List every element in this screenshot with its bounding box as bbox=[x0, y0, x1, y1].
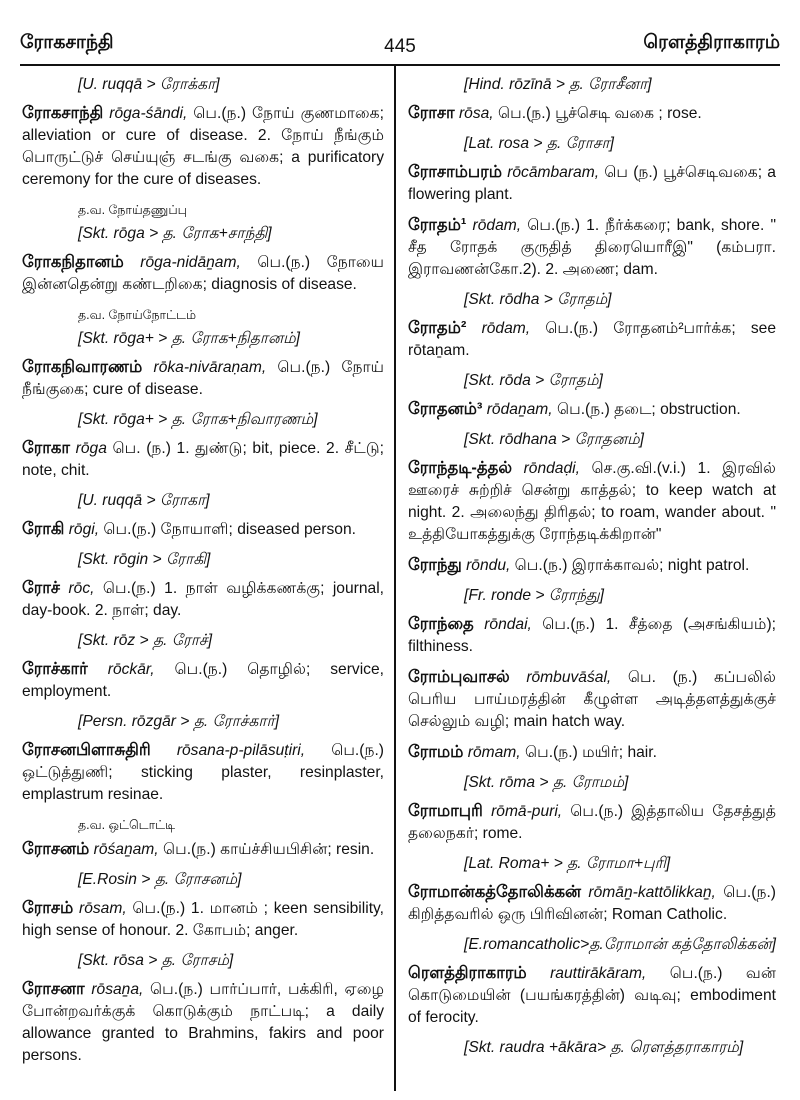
transliteration: rōsana-p-pilāsuṭiri, bbox=[176, 742, 306, 759]
etymology-source: [Skt. rōdha > ரோதம்] bbox=[464, 291, 612, 308]
tamil-equivalent: த.வ. நோய்நோட்டம் bbox=[78, 308, 197, 322]
definition: பெ (ந.) பூச்செடிவகை; a flowering plant. bbox=[408, 164, 776, 203]
dictionary-entry bbox=[408, 613, 776, 658]
dictionary-entry bbox=[408, 214, 776, 281]
dictionary-entry bbox=[408, 398, 776, 421]
definition: பெ.(ந.) 1. மானம் ; keen sensibility, high sense of honour. 2. கோபம்; anger. bbox=[22, 900, 385, 939]
dictionary-entry bbox=[22, 658, 384, 703]
headword: ரோகசாந்தி bbox=[22, 104, 104, 122]
column-divider bbox=[394, 66, 396, 1091]
dictionary-entry bbox=[22, 251, 384, 296]
definition: பெ.(ந.) நோய் குணமாகை; alleviation or cure of disease. 2. நோய் நீங்கும் பொருட்டுச் செய்யுஞ் சடங்கு வகை; a purificatory ceremony for the cure of diseases. bbox=[22, 105, 384, 188]
etymology-source: [Skt. rōma > த. ரோமம்] bbox=[464, 774, 629, 791]
definition: பெ.(ந.) வன் கொடுமையின் (பயங்கரத்தின்) வடிவு; embodiment of ferocity. bbox=[408, 965, 776, 1026]
transliteration: rōc, bbox=[68, 580, 95, 597]
etymology-source: [Lat. rosa > த. ரோசா] bbox=[464, 135, 614, 152]
headword: ரோம்புவாசல் bbox=[408, 668, 510, 686]
header-left-guide-word: ரோகசாந்தி bbox=[20, 32, 114, 53]
headword: ரோசனா bbox=[22, 980, 85, 998]
definition: பெ.(ந.) 1. நீர்க்கரை; bank, shore. " சீத ரோதக் குருதித் திரையொரீஇ" (கம்பரா. இராவணன்கோ.2). 2. அணை; dam. bbox=[408, 217, 776, 278]
definition: பெ.(ந.) காய்ச்சியபிசின்; resin. bbox=[162, 841, 375, 858]
definition: பெ.(ந.) 1. நாள் வழிக்கணக்கு; journal, day-book. 2. நாள்; day. bbox=[22, 580, 384, 619]
transliteration: rōndu, bbox=[466, 557, 511, 574]
headword: ரோந்து bbox=[408, 556, 462, 574]
definition: பெ.(ந.) தொழில்; service, employment. bbox=[22, 661, 384, 700]
headword: ரோமாபுரி bbox=[408, 802, 483, 820]
transliteration: rōckār, bbox=[107, 661, 155, 678]
transliteration: rōmāṉ-kattōlikkaṉ, bbox=[588, 884, 716, 901]
etymology-source: [Skt. rōz > த. ரோச்] bbox=[78, 632, 213, 649]
transliteration: rōśaṉam, bbox=[93, 841, 159, 858]
definition: பெ.(ந.) பார்ப்பார், பக்கிரி, ஏழை போன்றவர்க்குக் கொடுக்கும் நாட்படி; a daily allowance granted to Brahmins, fakirs and poor persons. bbox=[22, 981, 384, 1064]
dictionary-entry bbox=[408, 741, 776, 764]
transliteration: rōcāmbaram, bbox=[507, 164, 600, 181]
transliteration: rōndai, bbox=[484, 616, 532, 633]
etymology-source: [Persn. rōzgār > த. ரோச்கார்] bbox=[78, 713, 280, 730]
headword: ரோசாம்பரம் bbox=[408, 163, 502, 181]
etymology-source: [Skt. rōda > ரோதம்] bbox=[464, 372, 603, 389]
etymology-source: [U. ruqqā > ரோக்கா] bbox=[78, 76, 220, 93]
header-rule bbox=[20, 64, 780, 66]
transliteration: rōgi, bbox=[68, 521, 100, 538]
transliteration: rōdaṉam, bbox=[486, 401, 553, 418]
dictionary-entry bbox=[408, 800, 776, 845]
headword: ரோச் bbox=[22, 579, 60, 597]
headword: ரோதம்¹ bbox=[408, 216, 467, 234]
page-number: 445 bbox=[384, 36, 416, 57]
etymology-source: [Skt. rōga > த. ரோக+சாந்தி] bbox=[78, 225, 272, 242]
headword: ரோந்தை bbox=[408, 615, 474, 633]
headword: ரௌத்திராகாரம் bbox=[408, 964, 527, 982]
dictionary-entry bbox=[408, 102, 776, 125]
definition: செ.கு.வி.(v.i.) 1. இரவில் ஊரைச் சுற்றிச் சென்று காத்தல்; to keep watch at night. 2. அலைந்து திரிதல்; to roam, wander about. " உத்தியோகத்துக்கு ரோந்தடிக்கிறான்" bbox=[408, 460, 777, 543]
right-column bbox=[408, 74, 776, 1065]
transliteration: rōsa, bbox=[458, 105, 494, 122]
dictionary-entry bbox=[22, 518, 384, 541]
definition: பெ.(ந.) நோய் நீங்குகை; cure of disease. bbox=[22, 359, 384, 398]
transliteration: rōga bbox=[75, 440, 107, 457]
transliteration: rōdam, bbox=[481, 320, 531, 337]
etymology-source: [U. ruqqā > ரோகா] bbox=[78, 492, 210, 509]
header-right-guide-word: ரௌத்திராகாரம் bbox=[643, 32, 780, 53]
dictionary-entry bbox=[408, 962, 776, 1029]
dictionary-entry bbox=[408, 457, 776, 546]
transliteration: rōga-nidāṉam, bbox=[140, 254, 241, 271]
definition: பெ.(ந.) ரோதனம்²பார்க்க; see rōtaṉam. bbox=[408, 320, 777, 359]
etymology-source: [Skt. rōga+ > த. ரோக+நிவாரணம்] bbox=[78, 411, 318, 428]
headword: ரோதம்² bbox=[408, 319, 467, 337]
headword: ரோகநிவாரணம் bbox=[22, 358, 143, 376]
dictionary-entry bbox=[22, 838, 384, 861]
transliteration: rōndaḍi, bbox=[523, 460, 580, 477]
definition: பெ.(ந.) தடை; obstruction. bbox=[556, 401, 741, 418]
transliteration: rōsam, bbox=[79, 900, 127, 917]
headword: ரோசனம் bbox=[22, 840, 90, 858]
etymology-source: [Fr. ronde > ரோந்து] bbox=[464, 587, 604, 604]
dictionary-entry bbox=[22, 437, 384, 482]
definition: பெ. (ந.) கப்பலில் பெரிய பாய்மரத்தின் கீழுள்ள அடித்தளத்துக்குச் செல்லும் வழி; main hatch way. bbox=[408, 669, 776, 730]
etymology-source: [Skt. rōsa > த. ரோசம்] bbox=[78, 952, 234, 969]
headword: ரோமான்கத்தோலிக்கன் bbox=[408, 883, 582, 901]
transliteration: rōdam, bbox=[472, 217, 522, 234]
etymology-source: [E.Rosin > த. ரோசனம்] bbox=[78, 871, 242, 888]
definition: பெ.(ந.) 1. சீத்தை (அசங்கியம்); filthiness. bbox=[408, 616, 776, 655]
headword: ரோசனபிளாசுதிரி bbox=[22, 741, 151, 759]
dictionary-entry bbox=[408, 554, 776, 577]
transliteration: rōmbuvāśal, bbox=[526, 669, 612, 686]
dictionary-entry bbox=[22, 356, 384, 401]
definition: பெ.(ந.) இராக்காவல்; night patrol. bbox=[514, 557, 750, 574]
dictionary-entry bbox=[22, 102, 384, 191]
dictionary-entry bbox=[408, 666, 776, 733]
headword: ரோதனம்³ bbox=[408, 400, 483, 418]
headword: ரோசம் bbox=[22, 899, 74, 917]
etymology-source: [E.romancatholic>த.ரோமான் கத்தோலிக்கன்] bbox=[464, 936, 776, 953]
definition: பெ.(ந.) கிறித்தவரில் ஒரு பிரிவினன்; Roman Catholic. bbox=[408, 884, 776, 923]
transliteration: rōsaṉa, bbox=[91, 981, 144, 998]
definition: பெ.(ந.) நோயாளி; diseased person. bbox=[103, 521, 356, 538]
transliteration: rōka-nivāraṇam, bbox=[153, 359, 267, 376]
etymology-source: [Skt. raudra +ākāra> த. ரௌத்தராகாரம்] bbox=[464, 1039, 744, 1056]
dictionary-entry bbox=[408, 161, 776, 206]
dictionary-entry bbox=[22, 739, 384, 806]
transliteration: rōga-śāndi, bbox=[109, 105, 188, 122]
definition: பெ.(ந.) இத்தாலிய தேசத்துத் தலைநகர்; rome. bbox=[408, 803, 776, 842]
dictionary-entry bbox=[22, 577, 384, 622]
tamil-equivalent: த.வ. நோய்தணுப்பு bbox=[78, 203, 187, 217]
left-column bbox=[22, 74, 384, 1075]
dictionary-entry bbox=[408, 317, 776, 362]
transliteration: rōmā-puri, bbox=[491, 803, 563, 820]
headword: ரோகநிதானம் bbox=[22, 253, 124, 271]
dictionary-entry bbox=[22, 978, 384, 1067]
etymology-source: [Lat. Roma+ > த. ரோமா+புரி] bbox=[464, 855, 671, 872]
dictionary-entry bbox=[408, 881, 776, 926]
definition: பெ. (ந.) 1. துண்டு; bit, piece. 2. சீட்டு; note, chit. bbox=[22, 440, 384, 479]
headword: ரோச்கார் bbox=[22, 660, 88, 678]
definition: பெ.(ந.) நோயை இன்னதென்று கண்டறிகை; diagnosis of disease. bbox=[22, 254, 384, 293]
transliteration: rauttirākāram, bbox=[550, 965, 647, 982]
etymology-source: [Skt. rōga+ > த. ரோக+நிதானம்] bbox=[78, 330, 301, 347]
definition: பெ.(ந.) ஒட்டுத்துணி; sticking plaster, resinplaster, emplastrum resinae. bbox=[22, 742, 384, 803]
headword: ரோகி bbox=[22, 520, 65, 538]
etymology-source: [Skt. rōdhana > ரோதனம்] bbox=[464, 431, 644, 448]
headword: ரோமம் bbox=[408, 743, 464, 761]
definition: பெ.(ந.) மயிர்; hair. bbox=[524, 744, 657, 761]
headword: ரோந்தடி-த்தல் bbox=[408, 459, 513, 477]
etymology-source: [Skt. rōgin > ரோகி] bbox=[78, 551, 211, 568]
transliteration: rōmam, bbox=[467, 744, 521, 761]
headword: ரோகா bbox=[22, 439, 71, 457]
headword: ரோசா bbox=[408, 104, 455, 122]
definition: பெ.(ந.) பூச்செடி வகை ; rose. bbox=[497, 105, 702, 122]
etymology-source: [Hind. rōzīnā > த. ரோசீனா] bbox=[464, 76, 652, 93]
dictionary-entry bbox=[22, 897, 384, 942]
page-header bbox=[20, 14, 780, 57]
tamil-equivalent: த.வ. ஒட்டொட்டி bbox=[78, 818, 176, 832]
